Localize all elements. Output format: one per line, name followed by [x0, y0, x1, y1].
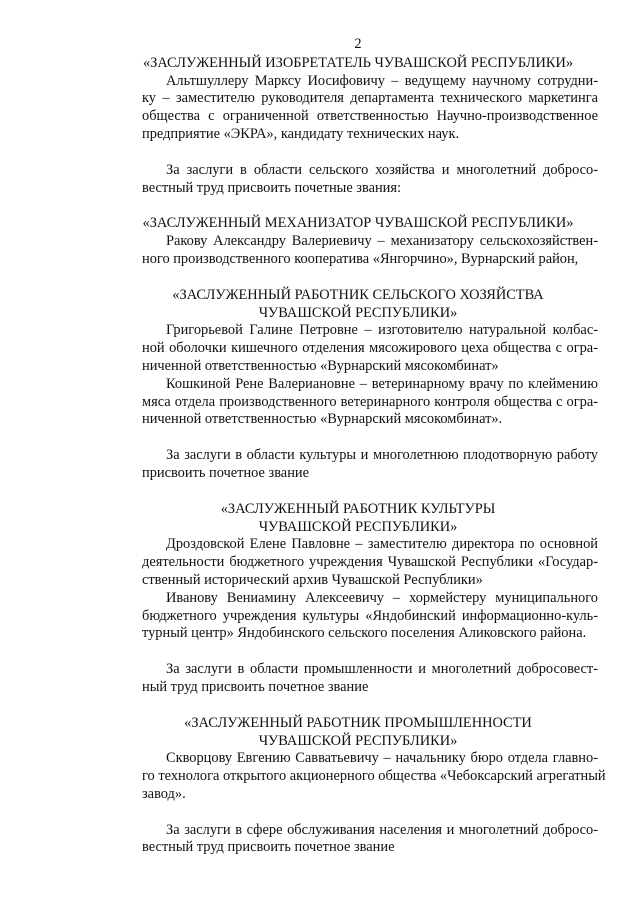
- heading-line: ЧУВАШСКОЙ РЕСПУБЛИКИ»: [258, 732, 458, 749]
- text-line: завод».: [142, 785, 186, 802]
- text-line: ниченной ответственностью «Вурнарский мясокомбинат».: [142, 411, 503, 428]
- text-line: ной оболочки кишечного отделения мясожирового цеха общества с огра-: [142, 340, 598, 357]
- text-line: ственный исторический архив Чувашской Республики»: [142, 571, 483, 588]
- nominee-grigorieva: [118, 322, 598, 375]
- text-line: Дроздовской Елене Павловне – заместителю директора по основной: [166, 536, 598, 553]
- heading-line: «ЗАСЛУЖЕННЫЙ РАБОТНИК КУЛЬТУРЫ: [220, 500, 496, 517]
- text-line: вестный труд присвоить почетное звание: [142, 839, 395, 856]
- text-line: ного производственного кооператива «Янгорчино», Вурнарский район,: [142, 250, 579, 267]
- nominee-skvortsov: [118, 750, 606, 803]
- nominee-ivanov: [118, 590, 598, 643]
- heading-line: «ЗАСЛУЖЕННЫЙ МЕХАНИЗАТОР ЧУВАШСКОЙ РЕСПУБЛИКИ»: [142, 215, 574, 232]
- decree-clause-industry: [118, 661, 598, 697]
- award-title-inventor: [118, 55, 598, 73]
- text-line: ку – заместителю руководителя департамента технического маркетинга: [142, 90, 598, 107]
- text-line: Григорьевой Галине Петровне – изготовителю натуральной колбас-: [166, 322, 598, 339]
- nominee-altshuller: [118, 73, 598, 144]
- text-line: За заслуги в области промышленности и многолетний добросовест-: [166, 661, 598, 678]
- nominee-koshkina: [118, 376, 598, 429]
- text-line: предприятие «ЭКРА», кандидату технических наук.: [142, 125, 460, 142]
- text-line: Иванову Вениамину Алексеевичу – хормейстеру муниципального: [166, 589, 598, 606]
- award-title-culture-worker: [118, 501, 598, 537]
- text-line: Скворцову Евгению Савватьевичу – начальнику бюро отдела главно-: [166, 750, 598, 767]
- text-line: За заслуги в области культуры и многолетнюю плодотворную работу: [166, 447, 598, 464]
- award-title-industry-worker: [118, 715, 598, 751]
- text-line: деятельности бюджетного учреждения Чувашской Республики «Государ-: [142, 554, 598, 571]
- page-number: 2: [354, 36, 362, 52]
- text-line: ный труд присвоить почетное звание: [142, 678, 369, 695]
- text-line: Альтшуллеру Марксу Иосифовичу – ведущему научному сотрудни-: [166, 72, 598, 89]
- text-line: общества с ограниченной ответственностью Научно-производственное: [142, 108, 598, 125]
- text-line: турный центр» Яндобинского сельского поселения Аликовского района.: [142, 625, 587, 642]
- decree-clause-services: [118, 822, 598, 858]
- heading-line: ЧУВАШСКОЙ РЕСПУБЛИКИ»: [258, 518, 458, 535]
- text-line: Кошкиной Рене Валериановне – ветеринарному врачу по клеймению: [166, 375, 598, 392]
- text-line: вестный труд присвоить почетные звания:: [142, 179, 401, 196]
- heading-line: «ЗАСЛУЖЕННЫЙ РАБОТНИК ПРОМЫШЛЕННОСТИ: [184, 714, 532, 731]
- award-title-agriculture-worker: [118, 287, 598, 323]
- heading-line: ЧУВАШСКОЙ РЕСПУБЛИКИ»: [258, 304, 458, 321]
- text-line: За заслуги в области сельского хозяйства и многолетний добросо-: [166, 161, 598, 178]
- nominee-drozdovskaya: [118, 536, 598, 589]
- text-line: За заслуги в сфере обслуживания населения и многолетний добросо-: [166, 821, 598, 838]
- document-page: [118, 36, 606, 857]
- award-title-machine-operator: [118, 215, 598, 233]
- text-line: ниченной ответственностью «Вурнарский мясокомбинат»: [142, 357, 499, 374]
- heading-line: «ЗАСЛУЖЕННЫЙ РАБОТНИК СЕЛЬСКОГО ХОЗЯЙСТВА: [172, 286, 544, 303]
- text-line: присвоить почетное звание: [142, 464, 309, 481]
- decree-clause-culture: [118, 447, 598, 483]
- nominee-rakov: [118, 233, 598, 269]
- text-line: го технолога открытого акционерного общества «Чебоксарский агрегатный: [142, 768, 606, 785]
- heading-line: «ЗАСЛУЖЕННЫЙ ИЗОБРЕТАТЕЛЬ ЧУВАШСКОЙ РЕСПУБЛИКИ»: [142, 54, 574, 71]
- text-line: мяса отдела производственного ветеринарного контроля общества с огра-: [142, 393, 598, 410]
- text-line: Ракову Александру Валериевичу – механизатору сельскохозяйствен-: [166, 233, 598, 250]
- decree-clause-agriculture: [118, 162, 598, 198]
- text-line: бюджетного учреждения культуры «Яндобинский информационно-куль-: [142, 607, 598, 624]
